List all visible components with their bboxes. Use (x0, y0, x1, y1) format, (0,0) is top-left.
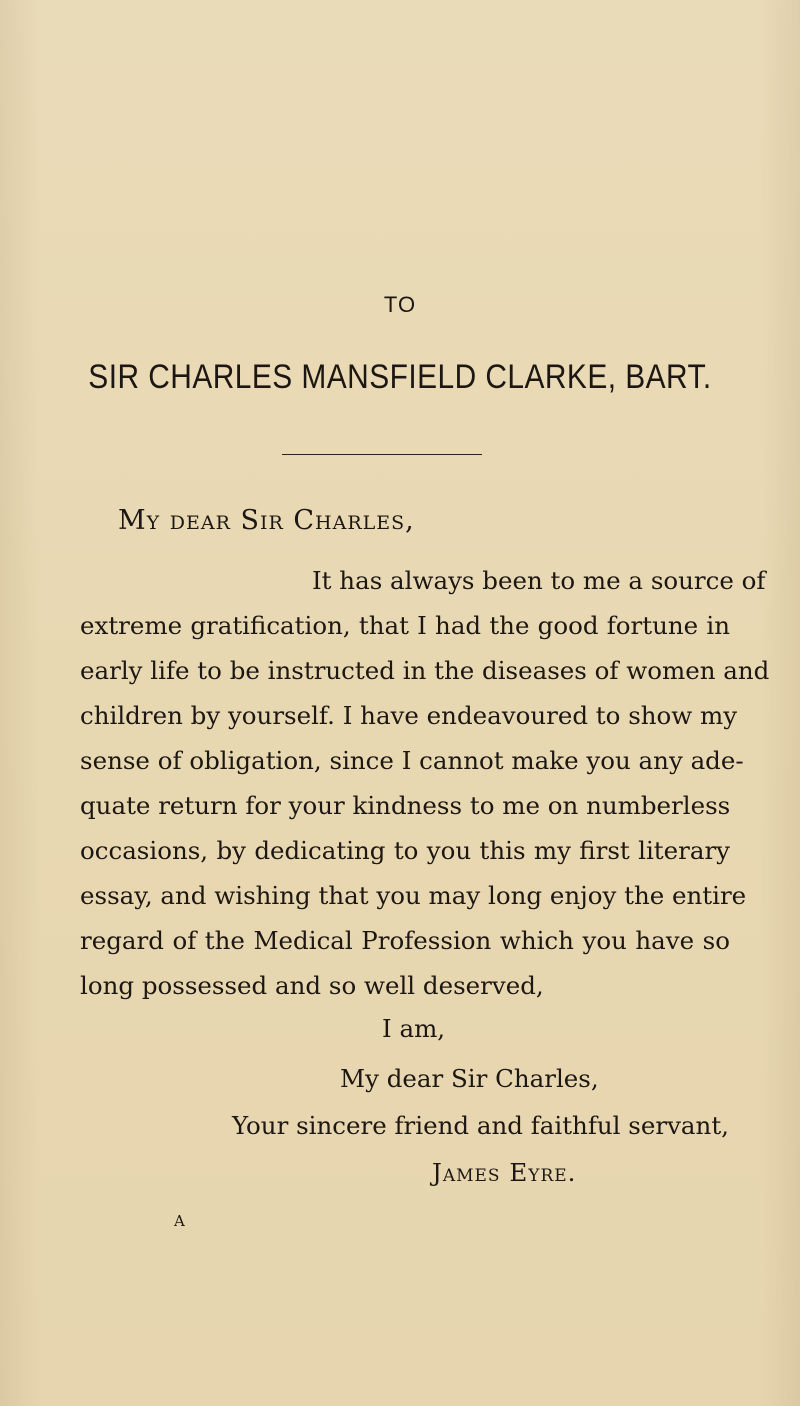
horizontal-rule (282, 454, 482, 455)
body-line: essay, and wishing that you may long enjoy the entire (80, 881, 747, 910)
dedication-to: TO (383, 292, 417, 317)
body-line: sense of obligation, since I cannot make you any ade- (80, 746, 744, 775)
body-line: regard of the Medical Profession which you have so (80, 926, 730, 955)
closing-address: My dear Sir Charles, (340, 1064, 599, 1093)
body-line: occasions, by dedicating to you this my first literary (80, 836, 730, 865)
body-line: quate return for your kindness to me on numberless (80, 791, 731, 820)
letter-body (80, 558, 770, 1008)
author-signature: James Eyre. (432, 1158, 577, 1187)
body-line: children by yourself. I have endeavoured to show my (80, 701, 738, 730)
body-line: early life to be instructed in the diseases of women and (80, 656, 770, 685)
body-line: extreme gratification, that I had the good fortune in (80, 611, 730, 640)
salutation: My dear Sir Charles, (118, 505, 415, 536)
dedicatee-name: SIR CHARLES MANSFIELD CLARKE, BART. (88, 358, 712, 396)
closing-valediction: Your sincere friend and faithful servant, (232, 1111, 729, 1140)
body-line: It has always been to me a source of (312, 566, 766, 595)
printer-signature-mark: A (174, 1212, 185, 1230)
body-line: long possessed and so well deserved, (80, 971, 544, 1000)
closing-i-am: I am, (382, 1014, 446, 1043)
